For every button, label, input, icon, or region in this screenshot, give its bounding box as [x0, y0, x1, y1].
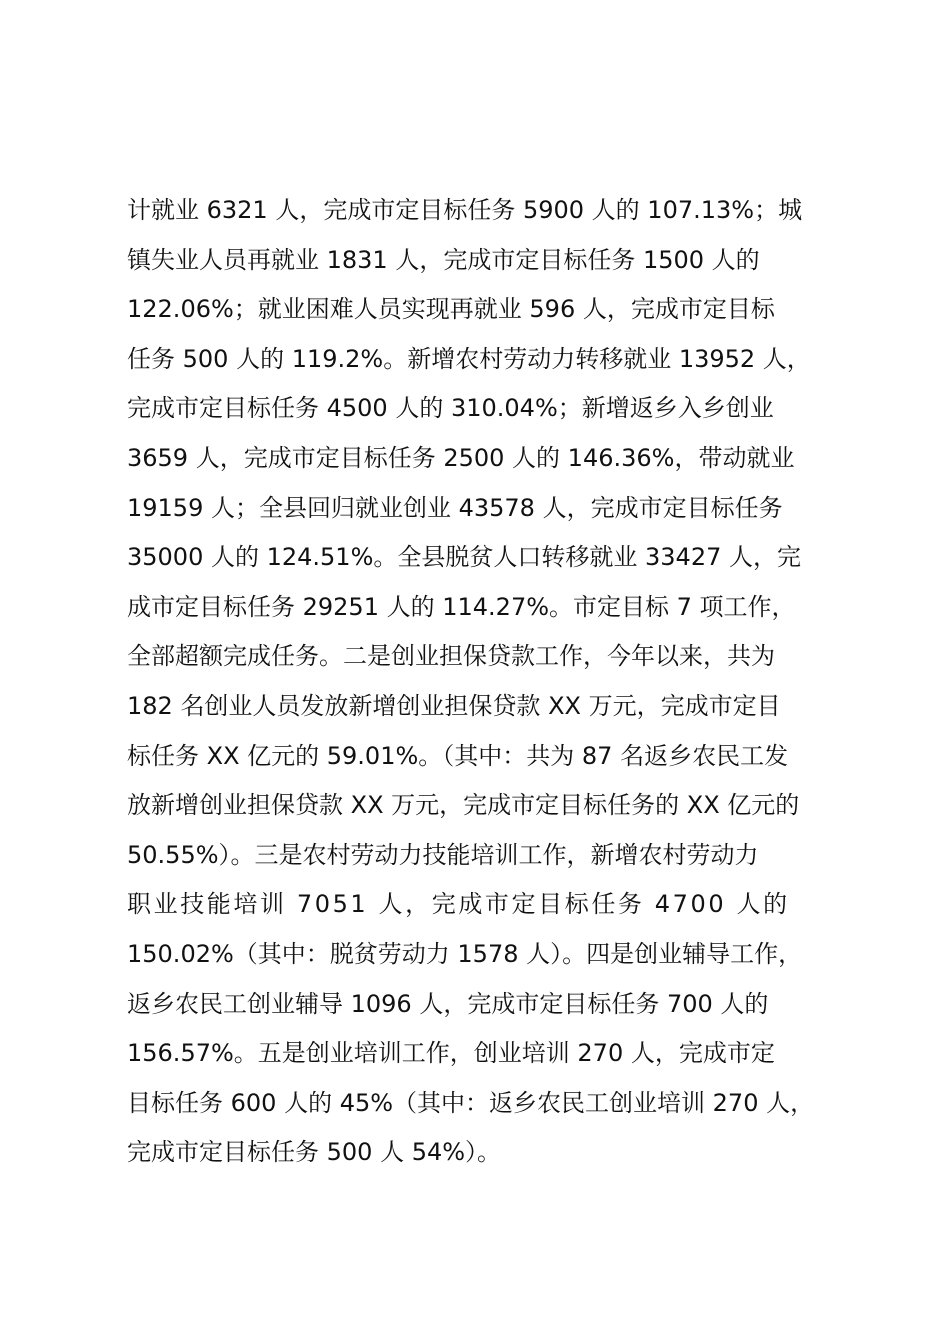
- text-line-4: 任务 500 人的 119.2%。新增农村劳动力转移就业 13952 人，: [127, 344, 811, 373]
- text-line-9: 成市定目标任务 29251 人的 114.27%。市定目标 7 项工作，: [127, 592, 796, 621]
- text-line-20: 完成市定目标任务 500 人 54%）。: [127, 1138, 502, 1167]
- text-line-15: 职业技能培训 7051 人，完成市定目标任务 4700 人的: [127, 890, 790, 919]
- text-line-5: 完成市定目标任务 4500 人的 310.04%；新增返乡入乡创业: [127, 394, 774, 423]
- text-line-18: 156.57%。五是创业培训工作，创业培训 270 人，完成市定: [127, 1039, 775, 1068]
- text-line-16: 150.02%（其中：脱贫劳动力 1578 人）。四是创业辅导工作，: [127, 939, 803, 968]
- text-line-8: 35000 人的 124.51%。全县脱贫人口转移就业 33427 人，完: [127, 543, 801, 572]
- text-line-11: 182 名创业人员发放新增创业担保贷款 XX 万元，完成市定目: [127, 691, 781, 720]
- text-line-1: 计就业 6321 人，完成市定目标任务 5900 人的 107.13%；城: [127, 196, 803, 224]
- text-line-2: 镇失业人员再就业 1831 人，完成市定目标任务 1500 人的: [127, 245, 760, 274]
- text-line-13: 放新增创业担保贷款 XX 万元，完成市定目标任务的 XX 亿元的: [127, 791, 800, 820]
- text-line-19: 目标任务 600 人的 45%（其中：返乡农民工创业培训 270 人，: [127, 1088, 815, 1117]
- body-paragraph: [127, 186, 867, 1178]
- text-line-17: 返乡农民工创业辅导 1096 人，完成市定目标任务 700 人的: [127, 989, 769, 1018]
- text-line-12: 标任务 XX 亿元的 59.01%。（其中：共为 87 名返乡农民工发: [127, 741, 789, 770]
- text-line-6: 3659 人，完成市定目标任务 2500 人的 146.36%，带动就业: [127, 443, 795, 472]
- text-line-10: 全部超额完成任务。二是创业担保贷款工作，今年以来，共为: [127, 642, 775, 671]
- text-line-7: 19159 人；全县回归就业创业 43578 人，完成市定目标任务: [127, 493, 783, 522]
- text-line-3: 122.06%；就业困难人员实现再就业 596 人，完成市定目标: [127, 295, 775, 324]
- text-line-14: 50.55%）。三是农村劳动力技能培训工作，新增农村劳动力: [127, 840, 759, 869]
